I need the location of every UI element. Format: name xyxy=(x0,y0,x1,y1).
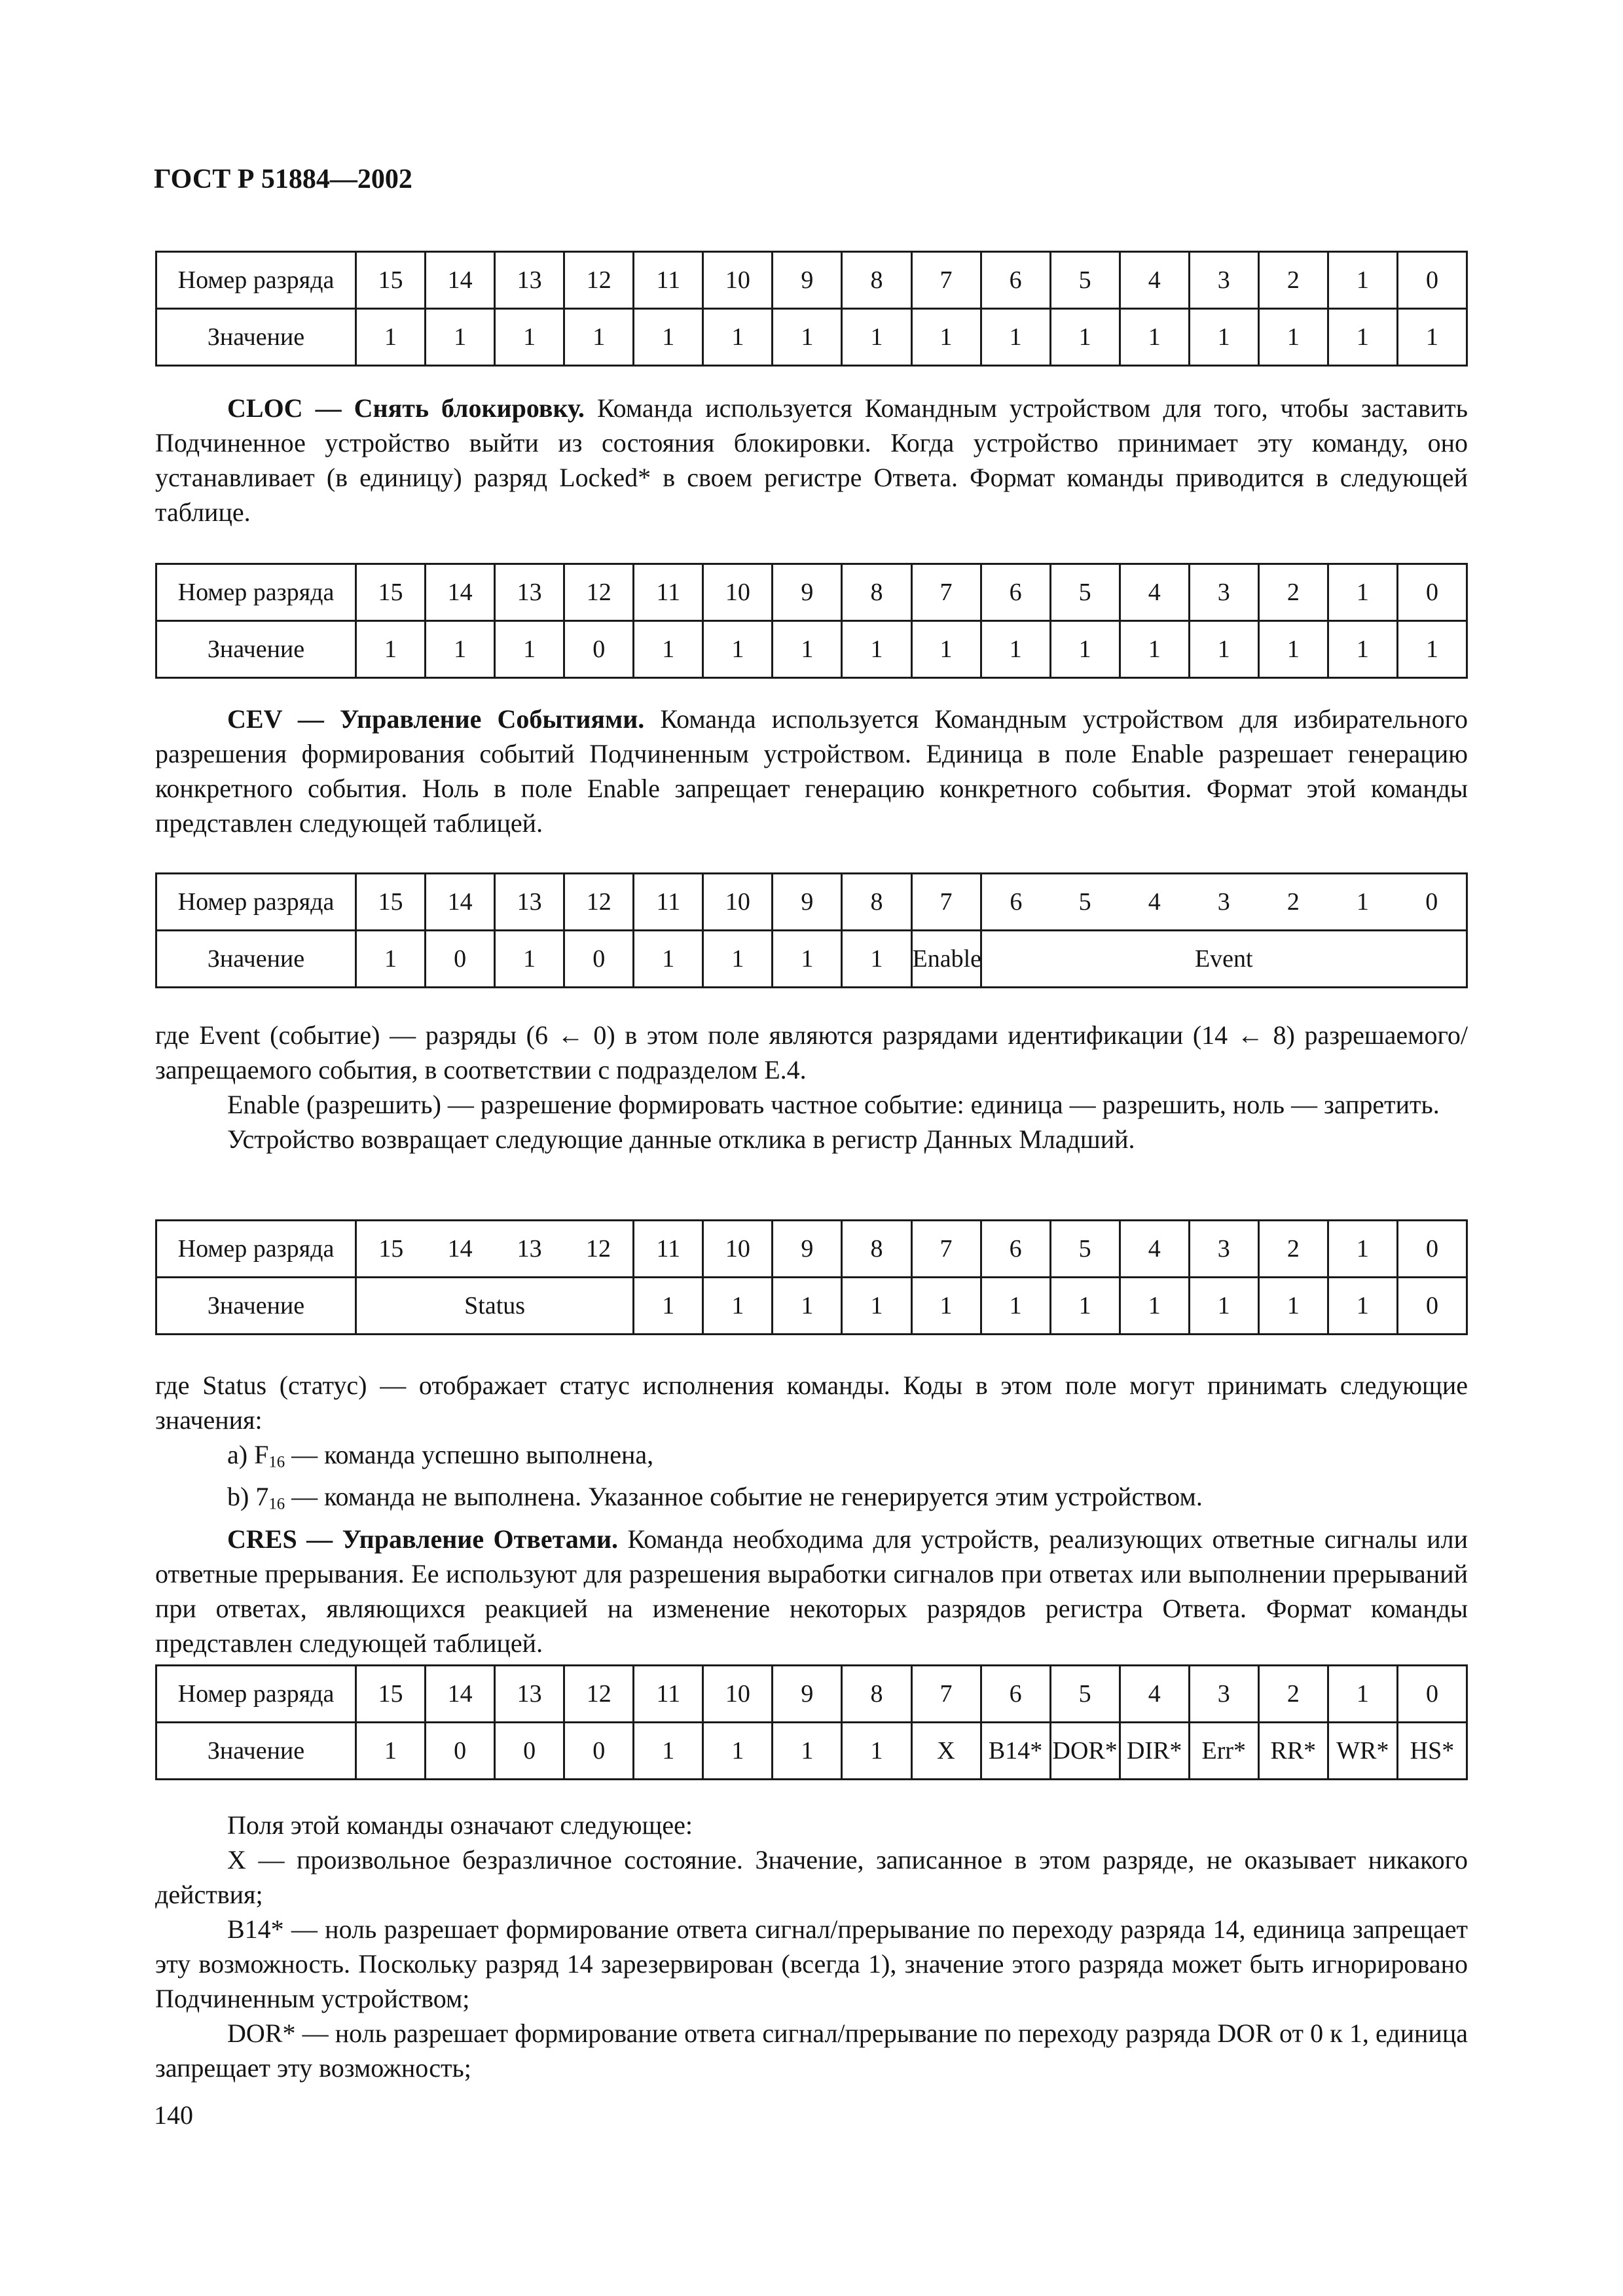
bit-number-cell: 2 xyxy=(1258,564,1328,621)
bit-number-cell: 12 xyxy=(564,564,634,621)
status-description: где Status (статус) — отображает статус исполнения команды. Коды в этом поле могут принимать следующие значения: xyxy=(155,1371,1468,1435)
value-cell: 1 xyxy=(1397,309,1467,366)
bit-number-cell: 4 xyxy=(1120,1221,1189,1278)
bit-table-4 xyxy=(155,1219,1468,1335)
value-cell: 1 xyxy=(773,309,842,366)
bit-number-row xyxy=(156,564,1467,621)
value-cell: 0 xyxy=(564,1723,634,1780)
bit-table-1 xyxy=(155,251,1468,367)
bit-number-cell: 11 xyxy=(634,252,703,309)
bit-number-cell: 8 xyxy=(842,564,911,621)
fields-intro: Поля этой команды означают следующее: xyxy=(227,1810,693,1840)
bit-number-cell: 0 xyxy=(1397,252,1467,309)
bit-number-row xyxy=(156,874,1467,931)
status-code-a: а) $F_{16}$ — команда успешно выполнена, xyxy=(227,1440,654,1471)
bit-number-cell: 9 xyxy=(773,1666,842,1723)
bit-number-cell: 10 xyxy=(703,1221,773,1278)
bit-number-cell: 13 xyxy=(495,1221,564,1278)
bit-number-cell: 12 xyxy=(564,252,634,309)
value-cell: 1 xyxy=(634,931,703,988)
value-cell: 1 xyxy=(1050,621,1120,678)
bit-number-cell: 6 xyxy=(981,1666,1050,1723)
bit-number-cell: 15 xyxy=(356,1221,426,1278)
bit-number-cell: 9 xyxy=(773,252,842,309)
bit-number-cell: 2 xyxy=(1258,1666,1328,1723)
bit-number-cell: 8 xyxy=(842,874,911,931)
value-cell: 1 xyxy=(981,309,1050,366)
value-cell: 1 xyxy=(773,931,842,988)
status-code-b: b) $7_{16}$ — команда не выполнена. Указанное событие не генерируется этим устройством. xyxy=(227,1482,1203,1513)
value-cell: 1 xyxy=(426,309,495,366)
cres-fields-section xyxy=(155,1808,1468,2085)
value-cell: 1 xyxy=(634,1723,703,1780)
bit-number-row xyxy=(156,1666,1467,1723)
bit-number-cell: 4 xyxy=(1120,252,1189,309)
bit-number-cell: 8 xyxy=(842,1666,911,1723)
value-cell: 1 xyxy=(356,621,426,678)
bit-number-cell: 13 xyxy=(495,564,564,621)
value-cell: DOR* xyxy=(1050,1723,1120,1780)
bit-number-cell: 6 xyxy=(981,1221,1050,1278)
bit-number-cell: 1 xyxy=(1328,1666,1397,1723)
bit-number-cell: 1 xyxy=(1328,564,1397,621)
bit-table-3 xyxy=(155,872,1468,988)
value-cell: 1 xyxy=(1397,621,1467,678)
value-cell: 1 xyxy=(911,1278,981,1335)
cres-term: CRES — Управление Ответами. xyxy=(227,1524,619,1554)
bit-number-cell: 7 xyxy=(911,1221,981,1278)
value-cell: 1 xyxy=(773,1723,842,1780)
bit-number-cell: 12 xyxy=(564,1666,634,1723)
value-cell: 1 xyxy=(356,309,426,366)
bit-number-cell: 14 xyxy=(426,252,495,309)
bit-number-cell: 11 xyxy=(634,874,703,931)
bit-number-cell: 13 xyxy=(495,1666,564,1723)
value-cell: 1 xyxy=(1120,1278,1189,1335)
bit-number-cell: 2 xyxy=(1258,1221,1328,1278)
row-label: Значение xyxy=(156,309,356,366)
page-number: 140 xyxy=(154,2100,193,2130)
value-row xyxy=(156,1278,1467,1335)
bit-number-cell: 11 xyxy=(634,1221,703,1278)
bit-number-cell: 0 xyxy=(1397,564,1467,621)
value-cell: X xyxy=(911,1723,981,1780)
value-cell: 1 xyxy=(911,309,981,366)
value-cell: 1 xyxy=(1189,1278,1258,1335)
bit-number-cell: 9 xyxy=(773,1221,842,1278)
bit-number-cell: 10 xyxy=(703,252,773,309)
bit-number-cell: 14 xyxy=(426,1666,495,1723)
value-cell: 1 xyxy=(703,309,773,366)
row-label: Номер разряда xyxy=(156,252,356,309)
value-cell: WR* xyxy=(1328,1723,1397,1780)
value-cell: 1 xyxy=(911,621,981,678)
bit-number-cell: 7 xyxy=(911,252,981,309)
value-cell: 1 xyxy=(1050,1278,1120,1335)
bit-number-cell: 5 xyxy=(1050,874,1120,931)
bit-number-cell: 1 xyxy=(1328,874,1397,931)
row-label: Номер разряда xyxy=(156,1221,356,1278)
bit-table-2 xyxy=(155,563,1468,679)
value-cell: 1 xyxy=(842,309,911,366)
value-cell: 1 xyxy=(495,621,564,678)
bit-number-cell: 14 xyxy=(426,564,495,621)
value-cell: RR* xyxy=(1258,1723,1328,1780)
value-cell: 1 xyxy=(495,931,564,988)
cloc-term: CLOC — Снять блокировку. xyxy=(227,393,585,423)
bit-number-cell: 4 xyxy=(1120,1666,1189,1723)
value-cell: 1 xyxy=(842,1278,911,1335)
bit-number-cell: 9 xyxy=(773,874,842,931)
event-description: где Event (событие) — разряды (6 ← 0) в этом поле являются разрядами идентификации (14 ← 8) разрешаемого/запрещаемого события, в соответствии с подразделом Е.4. xyxy=(155,1020,1468,1085)
value-cell: 1 xyxy=(981,1278,1050,1335)
bit-number-cell: 3 xyxy=(1189,1666,1258,1723)
bit-number-cell: 12 xyxy=(564,1221,634,1278)
cev-section xyxy=(155,702,1468,840)
field-x-description: X — произвольное безразличное состояние. Значение, записанное в этом разряде, не оказывает никакого действия; xyxy=(155,1845,1468,1909)
bit-number-cell: 4 xyxy=(1120,874,1189,931)
value-cell: 1 xyxy=(356,1723,426,1780)
bit-number-cell: 7 xyxy=(911,1666,981,1723)
cres-text: Команда необходима для устройств, реализующих ответные сигналы или ответные прерывания. Ее используют для разрешения выработки сигналов при ответах или выполнении прерываний при ответах, являющихся реакцией на изменение некоторых разрядов регистра Ответа. Формат команды представлен следующей таблицей. xyxy=(155,1524,1468,1658)
value-cell: 1 xyxy=(842,931,911,988)
bit-number-cell: 4 xyxy=(1120,564,1189,621)
bit-number-cell: 11 xyxy=(634,564,703,621)
value-cell: 0 xyxy=(564,621,634,678)
row-label: Номер разряда xyxy=(156,564,356,621)
bit-number-cell: 0 xyxy=(1397,1221,1467,1278)
event-field-cell: Event xyxy=(981,931,1467,988)
bit-number-cell: 10 xyxy=(703,564,773,621)
cloc-section xyxy=(155,391,1468,529)
bit-number-cell: 10 xyxy=(703,874,773,931)
bit-number-cell: 10 xyxy=(703,1666,773,1723)
value-cell: B14* xyxy=(981,1723,1050,1780)
value-cell: 1 xyxy=(1328,621,1397,678)
row-label: Значение xyxy=(156,931,356,988)
cloc-text: Команда используется Командным устройством для того, чтобы заставить Подчиненное устройство выйти из состояния блокировки. Когда устройство принимает эту команду, оно устанавливает (в единицу) разряд Locked* в своем регистре Ответа. Формат команды приводится в следующей таблице. xyxy=(155,393,1468,527)
value-cell: 0 xyxy=(426,1723,495,1780)
field-b14-description: B14* — ноль разрешает формирование ответа сигнал/прерывание по переходу разряда 14, единица запрещает эту возможность. Поскольку разряд 14 зарезервирован (всегда 1), значение этого разряда может быть игнорировано Подчиненным устройством; xyxy=(155,1914,1468,2013)
row-label: Номер разряда xyxy=(156,1666,356,1723)
bit-number-cell: 9 xyxy=(773,564,842,621)
value-cell: 1 xyxy=(564,309,634,366)
value-row xyxy=(156,931,1467,988)
value-cell: 1 xyxy=(703,1278,773,1335)
cloc-paragraph xyxy=(155,391,1468,529)
field-dor-description: DOR* — ноль разрешает формирование ответа сигнал/прерывание по переходу разряда DOR от 0 к 1, единица запрещает эту возможность; xyxy=(155,2018,1468,2083)
value-row xyxy=(156,621,1467,678)
bit-table-5 xyxy=(155,1664,1468,1780)
bit-number-cell: 8 xyxy=(842,252,911,309)
value-row xyxy=(156,309,1467,366)
value-cell: 1 xyxy=(703,1723,773,1780)
cev-description xyxy=(155,1018,1468,1157)
bit-number-cell: 15 xyxy=(356,252,426,309)
bit-number-cell: 5 xyxy=(1050,1221,1120,1278)
row-label: Номер разряда xyxy=(156,874,356,931)
value-cell: 1 xyxy=(703,621,773,678)
value-cell: 0 xyxy=(426,931,495,988)
bit-number-cell: 3 xyxy=(1189,874,1258,931)
bit-number-cell: 15 xyxy=(356,874,426,931)
value-cell: 1 xyxy=(773,621,842,678)
value-cell: 1 xyxy=(356,931,426,988)
value-cell: 1 xyxy=(1258,621,1328,678)
value-cell: Err* xyxy=(1189,1723,1258,1780)
cev-text: Команда используется Командным устройством для избирательного разрешения формирования событий Подчиненным устройством. Единица в поле Enable разрешает генерацию конкретного события. Ноль в поле Enable запрещает генерацию конкретного события. Формат этой команды представлен следующей таблицей. xyxy=(155,704,1468,838)
bit-number-row xyxy=(156,252,1467,309)
value-cell: 1 xyxy=(703,931,773,988)
bit-number-cell: 2 xyxy=(1258,874,1328,931)
value-cell: DIR* xyxy=(1120,1723,1189,1780)
status-field-cell: Status xyxy=(356,1278,634,1335)
bit-number-cell: 0 xyxy=(1397,874,1467,931)
bit-number-cell: 6 xyxy=(981,874,1050,931)
bit-number-cell: 14 xyxy=(426,1221,495,1278)
value-cell: 1 xyxy=(426,621,495,678)
bit-number-cell: 15 xyxy=(356,1666,426,1723)
bit-number-cell: 8 xyxy=(842,1221,911,1278)
bit-number-cell: 7 xyxy=(911,874,981,931)
value-cell: 1 xyxy=(634,621,703,678)
row-label: Значение xyxy=(156,621,356,678)
enable-field-cell: Enable xyxy=(911,931,981,988)
value-cell: 1 xyxy=(842,1723,911,1780)
bit-number-cell: 1 xyxy=(1328,252,1397,309)
bit-number-cell: 11 xyxy=(634,1666,703,1723)
cev-term: CEV — Управление Событиями. xyxy=(227,704,645,734)
bit-number-cell: 13 xyxy=(495,874,564,931)
cev-paragraph xyxy=(155,702,1468,840)
bit-number-cell: 3 xyxy=(1189,1221,1258,1278)
value-cell: 1 xyxy=(1328,309,1397,366)
response-description: Устройство возвращает следующие данные отклика в регистр Данных Младший. xyxy=(227,1124,1135,1154)
bit-number-cell: 5 xyxy=(1050,252,1120,309)
bit-number-cell: 5 xyxy=(1050,564,1120,621)
value-cell: 1 xyxy=(634,309,703,366)
bit-number-cell: 3 xyxy=(1189,252,1258,309)
bit-number-cell: 7 xyxy=(911,564,981,621)
value-cell: 1 xyxy=(1120,621,1189,678)
value-cell: 1 xyxy=(1189,309,1258,366)
value-cell: 1 xyxy=(1189,621,1258,678)
value-cell: 0 xyxy=(1397,1278,1467,1335)
value-cell: 1 xyxy=(495,309,564,366)
value-cell: HS* xyxy=(1397,1723,1467,1780)
cres-paragraph xyxy=(155,1522,1468,1660)
value-cell: 0 xyxy=(495,1723,564,1780)
bit-number-cell: 2 xyxy=(1258,252,1328,309)
value-cell: 1 xyxy=(842,621,911,678)
bit-number-cell: 12 xyxy=(564,874,634,931)
enable-description: Enable (разрешить) — разрешение формировать частное событие: единица — разрешить, ноль — запретить. xyxy=(227,1090,1440,1119)
value-cell: 1 xyxy=(981,621,1050,678)
bit-number-cell: 14 xyxy=(426,874,495,931)
value-cell: 1 xyxy=(634,1278,703,1335)
value-row xyxy=(156,1723,1467,1780)
value-cell: 0 xyxy=(564,931,634,988)
document-header: ГОСТ Р 51884—2002 xyxy=(154,164,412,194)
row-label: Значение xyxy=(156,1278,356,1335)
bit-number-row xyxy=(156,1221,1467,1278)
value-cell: 1 xyxy=(1258,1278,1328,1335)
value-cell: 1 xyxy=(1328,1278,1397,1335)
value-cell: 1 xyxy=(1258,309,1328,366)
row-label: Значение xyxy=(156,1723,356,1780)
status-and-cres-section xyxy=(155,1368,1468,1660)
value-cell: 1 xyxy=(1050,309,1120,366)
value-cell: 1 xyxy=(773,1278,842,1335)
bit-number-cell: 0 xyxy=(1397,1666,1467,1723)
bit-number-cell: 6 xyxy=(981,564,1050,621)
bit-number-cell: 5 xyxy=(1050,1666,1120,1723)
bit-number-cell: 13 xyxy=(495,252,564,309)
bit-number-cell: 3 xyxy=(1189,564,1258,621)
value-cell: 1 xyxy=(1120,309,1189,366)
bit-number-cell: 15 xyxy=(356,564,426,621)
bit-number-cell: 6 xyxy=(981,252,1050,309)
bit-number-cell: 1 xyxy=(1328,1221,1397,1278)
